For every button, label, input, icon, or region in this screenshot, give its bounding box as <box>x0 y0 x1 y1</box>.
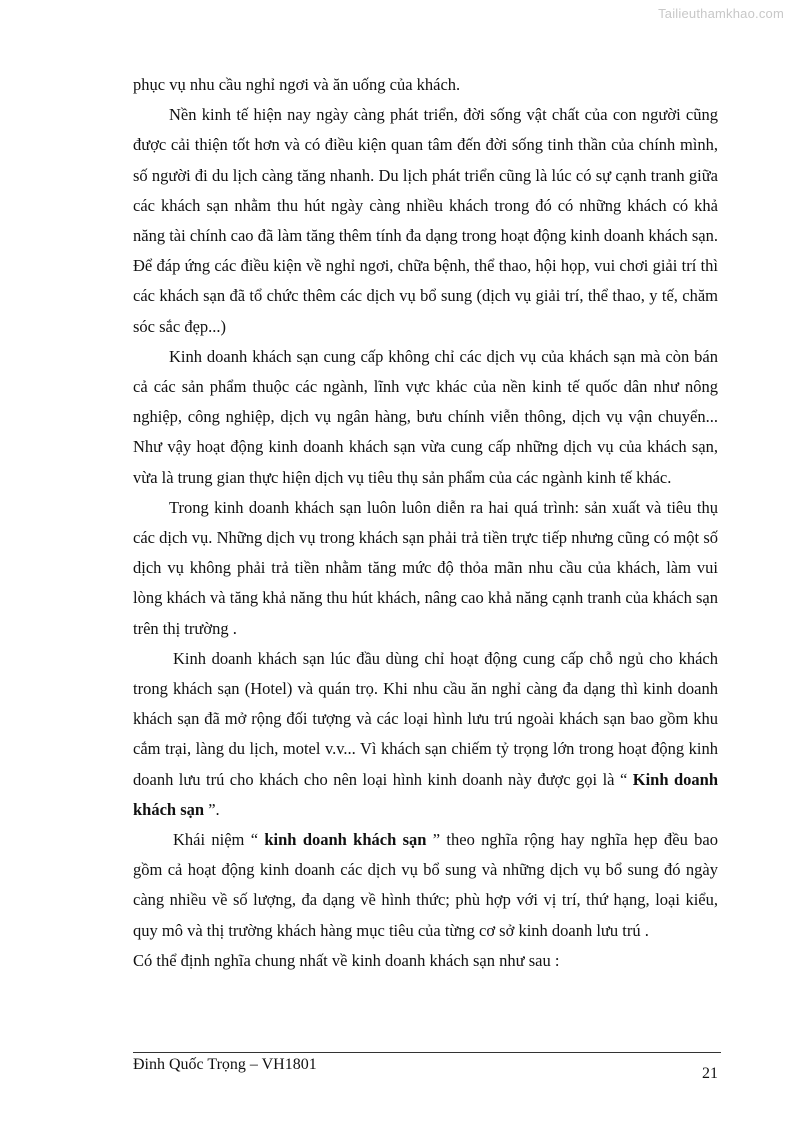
bold-term: Kinh doanh khách sạn <box>133 769 718 819</box>
text-segment: Khái niệm “ <box>173 830 265 850</box>
paragraph <box>133 100 718 342</box>
footer-author: Đinh Quốc Trọng – VH1801 <box>133 1056 317 1073</box>
text-segment: Trong kinh doanh khách sạn luôn luôn diễn ra hai quá trình: sản xuất và tiêu thụ các dịch vụ. Những dịch vụ trong khách sạn phải trả tiền trực tiếp nhưng cũng có một số dịch vụ không phải trả tiền nhằm tăng mức độ thỏa mãn nhu cầu của khách, làm vui lòng khách và tăng khả năng thu hút khách, nâng cao khả năng cạnh tranh của khách sạn trên thị trường . <box>133 497 718 638</box>
page-number: 21 <box>702 1065 718 1082</box>
text-segment: ”. <box>204 799 220 819</box>
text-segment: Kinh doanh khách sạn cung cấp không chỉ các dịch vụ của khách sạn mà còn bán cả các sản phẩm thuộc các ngành, lĩnh vực khác của nền kinh tế quốc dân như nông nghiệp, công nghiệp, dịch vụ ngân hàng, bưu chính viễn thông, dịch vụ vận chuyển... Như vậy hoạt động kinh doanh khách sạn vừa cung cấp những dịch vụ của khách sạn, vừa là trung gian thực hiện dịch vụ tiêu thụ sản phẩm của các ngành kinh tế khác. <box>133 346 718 487</box>
watermark: Tailieuthamkhao.com <box>658 6 784 21</box>
text-segment: Kinh doanh khách sạn lúc đầu dùng chỉ hoạt động cung cấp chỗ ngủ cho khách trong khách sạn (Hotel) và quán trọ. Khi nhu cầu ăn nghỉ càng đa dạng thì kinh doanh khách sạn đã mở rộng đối tượng và các loại hình lưu trú ngoài khách sạn bao gồm khu cắm trại, làng du lịch, motel v.v... Vì khách sạn chiếm tỷ trọng lớn trong hoạt động kinh doanh lưu trú cho khách cho nên loại hình kinh doanh này được gọi là “ <box>133 648 718 789</box>
body-text <box>133 70 718 976</box>
paragraph <box>133 825 718 946</box>
paragraph <box>133 342 718 493</box>
text-segment: phục vụ nhu cầu nghỉ ngơi và ăn uống của khách. <box>133 75 461 94</box>
footer-divider <box>133 1052 721 1053</box>
text-segment: Nền kinh tế hiện nay ngày càng phát triển, đời sống vật chất của con người cũng được cải thiện tốt hơn và có điều kiện quan tâm đến đời sống tinh thần của chính mình, số người đi du lịch càng tăng nhanh. Du lịch phát triển cũng là lúc có sự cạnh tranh giữa các khách sạn nhằm thu hút ngày càng nhiều khách trong đó có những khách có khả năng tài chính cao đã làm tăng thêm tính đa dạng trong hoạt động kinh doanh khách sạn. Để đáp ứng các điều kiện về nghỉ ngơi, chữa bệnh, thể thao, hội họp, vui chơi giải trí thì các khách sạn đã tổ chức thêm các dịch vụ bổ sung (dịch vụ giải trí, thể thao, y tế, chăm sóc sắc đẹp...) <box>133 105 718 336</box>
text-segment: ” theo nghĩa rộng hay nghĩa hẹp đều bao gồm cả hoạt động kinh doanh các dịch vụ bổ sung và những dịch vụ bổ sung đó ngày càng nhiều về số lượng, đa dạng về hình thức; phù hợp với vị trí, thứ hạng, loại kiểu, quy mô và thị trường khách hàng mục tiêu của từng cơ sở kinh doanh lưu trú . <box>133 830 718 940</box>
paragraph <box>133 644 718 825</box>
paragraph <box>133 70 718 100</box>
text-segment: Có thể định nghĩa chung nhất về kinh doanh khách sạn như sau : <box>133 950 560 970</box>
bold-term: kinh doanh khách sạn <box>264 830 427 850</box>
paragraph <box>133 493 718 644</box>
paragraph <box>133 946 718 976</box>
